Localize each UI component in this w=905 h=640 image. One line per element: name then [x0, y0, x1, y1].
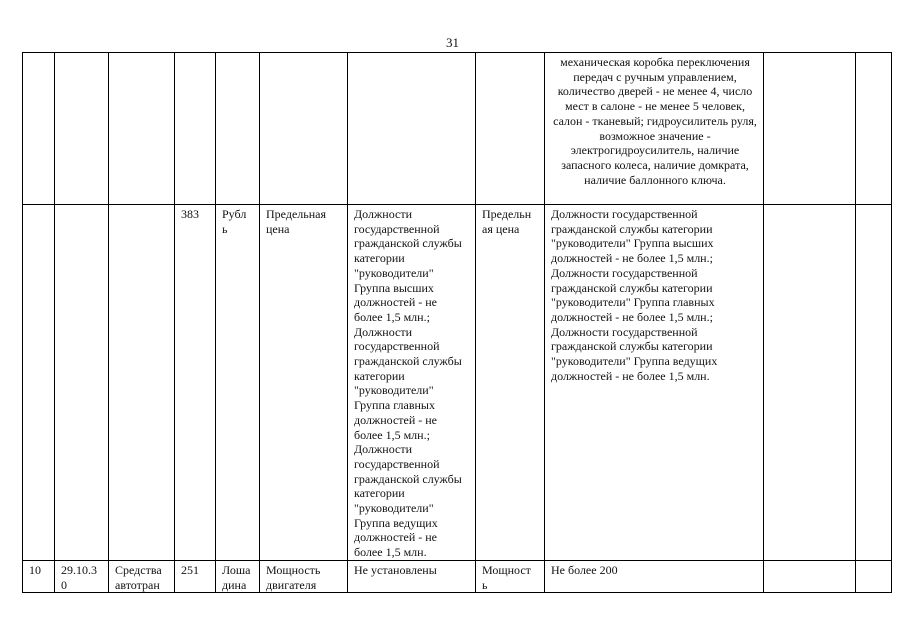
cell-value2: Не более 200 [545, 560, 764, 592]
cell-code [175, 53, 216, 205]
requirements-table [22, 52, 892, 593]
cell-okpd: 29.10.3 0 [55, 560, 109, 592]
cell-characteristic2 [476, 53, 545, 205]
cell-characteristic2: Предельн ая цена [476, 205, 545, 561]
cell-characteristic2: Мощност ь [476, 560, 545, 592]
cell-code: 383 [175, 205, 216, 561]
cell-value: Должности государственной гражданской службы категории "руководители" Группа высших должностей - не более 1,5 млн.; Должности государственной гражданской службы категории "руководители" Группа главных должностей - не более 1,5 млн.; Должности государственной гражданской службы категории "руководители" Группа ведущих должностей - не более 1,5 млн. [348, 205, 476, 561]
cell-num: 10 [23, 560, 55, 592]
cell-name: Средства автотран [109, 560, 175, 592]
cell-unit: Рубл ь [216, 205, 260, 561]
cell-value2: Должности государственной гражданской службы категории "руководители" Группа высших должностей - не более 1,5 млн.; Должности государственной гражданской службы категории "руководители" Группа главных должностей - не более 1,5 млн.; Должности государственной гражданской службы категории "руководители" Группа ведущих должностей - не более 1,5 млн. [545, 205, 764, 561]
table-row [23, 560, 892, 592]
cell-value2: механическая коробка переключения передач с ручным управлением, количество дверей - не менее 4, число мест в салоне - не менее 5 человек, салон - тканевый; гидроусилитель руля, возможное значение - электрогидроусилитель, наличие запасного колеса, наличие домкрата, наличие баллонного ключа. [545, 53, 764, 205]
cell-extra [764, 53, 856, 205]
cell-num [23, 205, 55, 561]
cell-characteristic: Мощность двигателя [260, 560, 348, 592]
cell-extra [764, 205, 856, 561]
cell-extra2 [856, 205, 892, 561]
cell-extra2 [856, 53, 892, 205]
cell-extra [764, 560, 856, 592]
page-number: 31 [446, 35, 459, 50]
cell-okpd [55, 53, 109, 205]
cell-value: Не установлены [348, 560, 476, 592]
cell-extra2 [856, 560, 892, 592]
cell-name [109, 205, 175, 561]
cell-unit [216, 53, 260, 205]
cell-num [23, 53, 55, 205]
cell-name [109, 53, 175, 205]
cell-unit: Лоша дина [216, 560, 260, 592]
table-row [23, 53, 892, 205]
cell-code: 251 [175, 560, 216, 592]
cell-okpd [55, 205, 109, 561]
cell-value [348, 53, 476, 205]
cell-characteristic [260, 53, 348, 205]
table-row [23, 205, 892, 561]
cell-characteristic: Предельная цена [260, 205, 348, 561]
